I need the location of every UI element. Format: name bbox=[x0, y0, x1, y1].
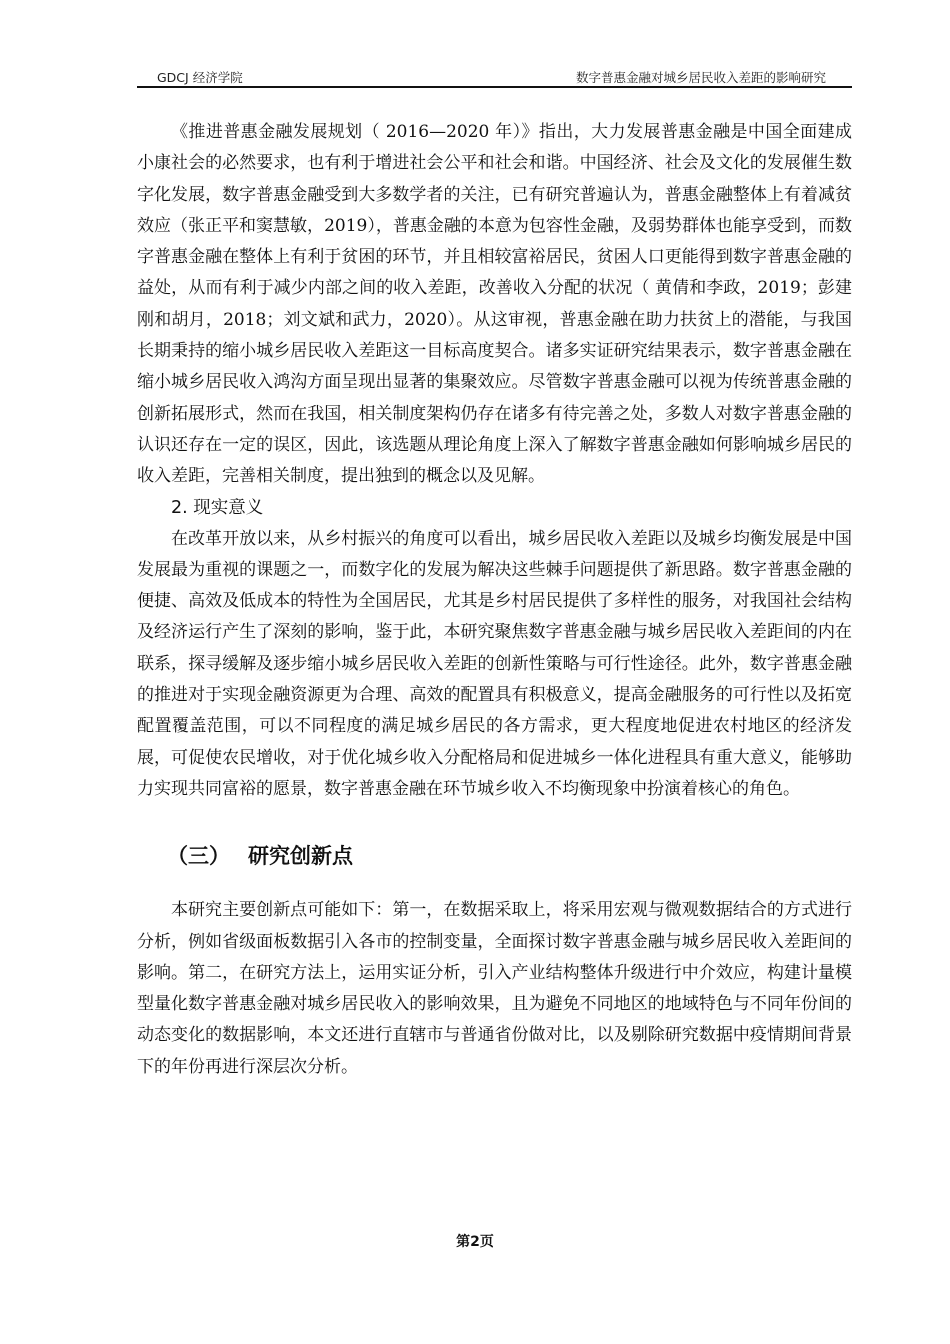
paragraph-innovation: 本研究主要创新点可能如下：第一，在数据采取上，将采用宏观与微观数据结合的方式进行分析，例如省级面板数据引入各市的控制变量，全面探讨数字普惠金融与城乡居民收入差距间的影响。第二，在研究方法上，运用实证分析，引入产业结构整体升级进行中介效应，构建计量模型量化数字普惠金融对城乡居民收入的影响效果，且为避免不同地区的地域特色与不同年份间的动态变化的数据影响，本文还进行直辖市与普通省份做对比，以及剔除研究数据中疫情期间背景下的年份再进行深层次分析。 bbox=[137, 900, 852, 1077]
section-title: 研究创新点 bbox=[248, 844, 353, 869]
header-school: GDCJ 经济学院 bbox=[157, 70, 243, 85]
subheading-practical-significance: 2. 现实意义 bbox=[171, 497, 264, 518]
paragraph-theoretical-significance: 《推进普惠金融发展规划（ 2016—2020 年）》指出，大力发展普惠金融是中国全面建成小康社会的必然要求，也有利于增进社会公平和社会和谐。中国经济、社会及文化的发展催生数字化发展，数字普惠金融受到大多数学者的关注，已有研究普遍认为，普惠金融整体上有着减贫效应（张正平和窦慧敏，2019），普惠金融的本意为包容性金融，及弱势群体也能享受到，而数字普惠金融在整体上有利于贫困的环节，并且相较富裕居民，贫困人口更能得到数字普惠金融的益处，从而有利于减少内部之间的收入差距，改善收入分配的状况（ 黄倩和李政，2019；彭建刚和胡月，2018；刘文斌和武力，2020）。从这审视，普惠金融在助力扶贫上的潜能，与我国长期秉持的缩小城乡居民收入差距这一目标高度契合。诸多实证研究结果表示，数字普惠金融在缩小城乡居民收入鸿沟方面呈现出显著的集聚效应。尽管数字普惠金融可以视为传统普惠金融的创新拓展形式，然而在我国，相关制度架构仍存在诸多有待完善之处，多数人对数字普惠金融的认识还存在一定的误区，因此，该选题从理论角度上深入了解数字普惠金融如何影响城乡居民的收入差距，完善相关制度，提出独到的概念以及见解。 bbox=[137, 122, 852, 487]
paragraph-practical-significance: 在改革开放以来，从乡村振兴的角度可以看出，城乡居民收入差距以及城乡均衡发展是中国发展最为重视的课题之一，而数字化的发展为解决这些棘手问题提供了新思路。数字普惠金融的便捷、高效及低成本的特性为全国居民，尤其是乡村居民提供了多样性的服务，对我国社会结构及经济运行产生了深刻的影响，鉴于此，本研究聚焦数字普惠金融与城乡居民收入差距间的内在联系，探寻缓解及逐步缩小城乡居民收入差距的创新性策略与可行性途径。此外，数字普惠金融的推进对于实现金融资源更为合理、高效的配置具有积极意义，提高金融服务的可行性以及拓宽配置覆盖范围，可以不同程度的满足城乡居民的各方需求，更大程度地促进农村地区的经济发展，可促使农民增收，对于优化城乡收入分配格局和促进城乡一体化进程具有重大意义，能够助力实现共同富裕的愿景，数字普惠金融在环节城乡收入不均衡现象中扮演着核心的角色。 bbox=[137, 528, 852, 799]
header-rule bbox=[137, 86, 852, 88]
page-number: 第2页 bbox=[456, 1234, 494, 1250]
page-body bbox=[137, 117, 852, 1083]
header-title: 数字普惠金融对城乡居民收入差距的影响研究 bbox=[575, 70, 826, 85]
page-header bbox=[137, 66, 852, 86]
section-heading-innovation bbox=[137, 839, 852, 873]
section-number: （三） bbox=[167, 844, 230, 869]
